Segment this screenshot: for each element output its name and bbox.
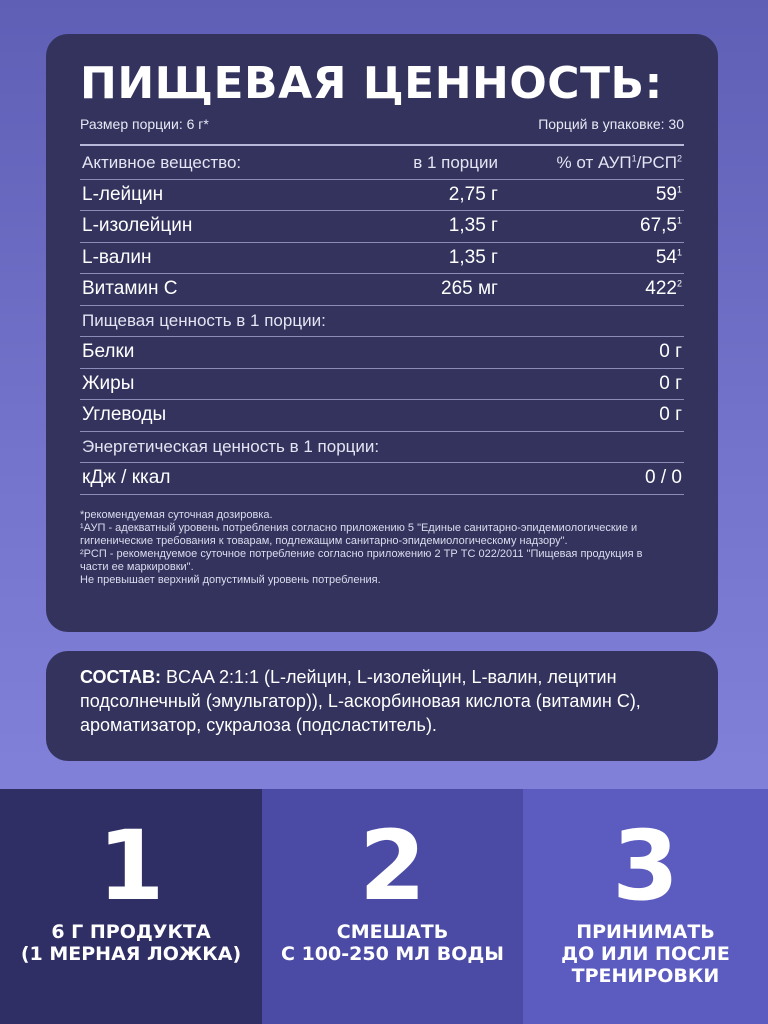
step-line: ТРЕНИРОВКИ	[571, 965, 720, 987]
ingredient-name: L-изолейцин	[80, 211, 326, 243]
ingredient-amount: 1,35 г	[326, 242, 500, 274]
energy-subheader-row	[80, 431, 684, 463]
composition-panel	[46, 651, 718, 761]
energy-name: кДж / ккал	[80, 463, 326, 495]
step-description	[262, 921, 523, 965]
composition-ingredients: BCAA 2:1:1 (L-лейцин, L-изолейцин, L-валин, лецитин подсолнечный (эмульгатор)), L-аскорбиновая кислота (витамин С), ароматизатор, сукралоза (подсластитель).	[80, 667, 641, 735]
macro-value: 0 г	[500, 400, 684, 432]
footnote-line: ²РСП - рекомендуемое суточное потребление согласно приложению 2 ТР ТС 022/2011 "Пищевая продукция в	[80, 547, 643, 560]
ingredient-percent: 67,5$^1$	[500, 211, 684, 243]
usage-steps	[0, 789, 768, 1024]
table-row	[80, 400, 684, 432]
ingredient-amount: 265 мг	[326, 274, 500, 306]
macro-name: Жиры	[80, 368, 326, 400]
step-number: 3	[612, 810, 679, 922]
header-per-serving: в 1 порции	[326, 148, 500, 179]
macro-value: 0 г	[500, 368, 684, 400]
step-line: С 100-250 МЛ ВОДЫ	[281, 943, 504, 965]
ingredient-percent: $59^1$	[500, 179, 684, 211]
footnote-line: ¹АУП - адекватный уровень потребления согласно приложению 5 "Единые санитарно-эпидемиологические и	[80, 521, 638, 534]
nutrition-panel	[46, 34, 718, 632]
step-number: 1	[97, 810, 165, 922]
energy-subheader: Энергетическая ценность в 1 порции:	[80, 431, 684, 463]
ingredient-name: Витамин С	[80, 274, 326, 306]
composition-text	[80, 665, 684, 737]
ingredient-amount: 2,75 г	[326, 179, 500, 211]
nutrition-subheader: Пищевая ценность в 1 порции:	[80, 305, 684, 337]
table-row	[80, 211, 684, 243]
table-header-row	[80, 148, 684, 179]
table-row	[80, 368, 684, 400]
footnote-line: *рекомендуемая суточная дозировка.	[80, 508, 273, 521]
footnote-line: Не превышает верхний допустимый уровень потребления.	[80, 573, 381, 586]
title-divider	[80, 144, 684, 146]
macro-value: 0 г	[500, 337, 684, 369]
step-1	[0, 789, 262, 1024]
energy-value: 0 / 0	[500, 463, 684, 495]
header-active-substance: Активное вещество:	[80, 148, 326, 179]
step-2	[262, 789, 523, 1024]
footnote-line: части ее маркировки".	[80, 560, 194, 573]
table-row	[80, 242, 684, 274]
step-line: (1 МЕРНАЯ ЛОЖКА)	[20, 943, 242, 965]
step-line: 6 Г ПРОДУКТА	[51, 921, 211, 943]
nutrition-table	[80, 148, 684, 495]
serving-size: Размер порции: 6 г*	[80, 116, 209, 132]
ingredient-percent: $54^1$	[500, 242, 684, 274]
ingredient-name: L-валин	[80, 242, 326, 274]
footnotes	[80, 509, 684, 587]
step-line: СМЕШАТЬ	[336, 921, 449, 943]
serving-info	[80, 116, 684, 132]
table-row	[80, 463, 684, 495]
footnote-line: гигиенические требования к товарам, подлежащим санитарно-эпидемиологическому надзору".	[80, 534, 568, 547]
macro-name: Белки	[80, 337, 326, 369]
ingredient-amount: 1,35 г	[326, 211, 500, 243]
ingredient-name: L-лейцин	[80, 179, 326, 211]
step-description	[523, 921, 768, 987]
step-line: ДО ИЛИ ПОСЛЕ	[561, 943, 730, 965]
nutrition-title: ПИЩЕВАЯ ЦЕННОСТЬ:	[80, 58, 663, 109]
composition-label: СОСТАВ:	[80, 667, 161, 687]
step-description	[0, 921, 262, 965]
servings-per-pack: Порций в упаковке: 30	[538, 116, 684, 132]
ingredient-percent: $422^2$	[500, 274, 684, 306]
table-row	[80, 337, 684, 369]
header-percent: % от АУП$^1$/РСП$^2$	[500, 148, 684, 179]
table-row	[80, 179, 684, 211]
step-line: ПРИНИМАТЬ	[576, 921, 715, 943]
macro-name: Углеводы	[80, 400, 326, 432]
table-row	[80, 274, 684, 306]
step-3	[523, 789, 768, 1024]
step-number: 2	[359, 810, 426, 922]
nutrition-subheader-row	[80, 305, 684, 337]
